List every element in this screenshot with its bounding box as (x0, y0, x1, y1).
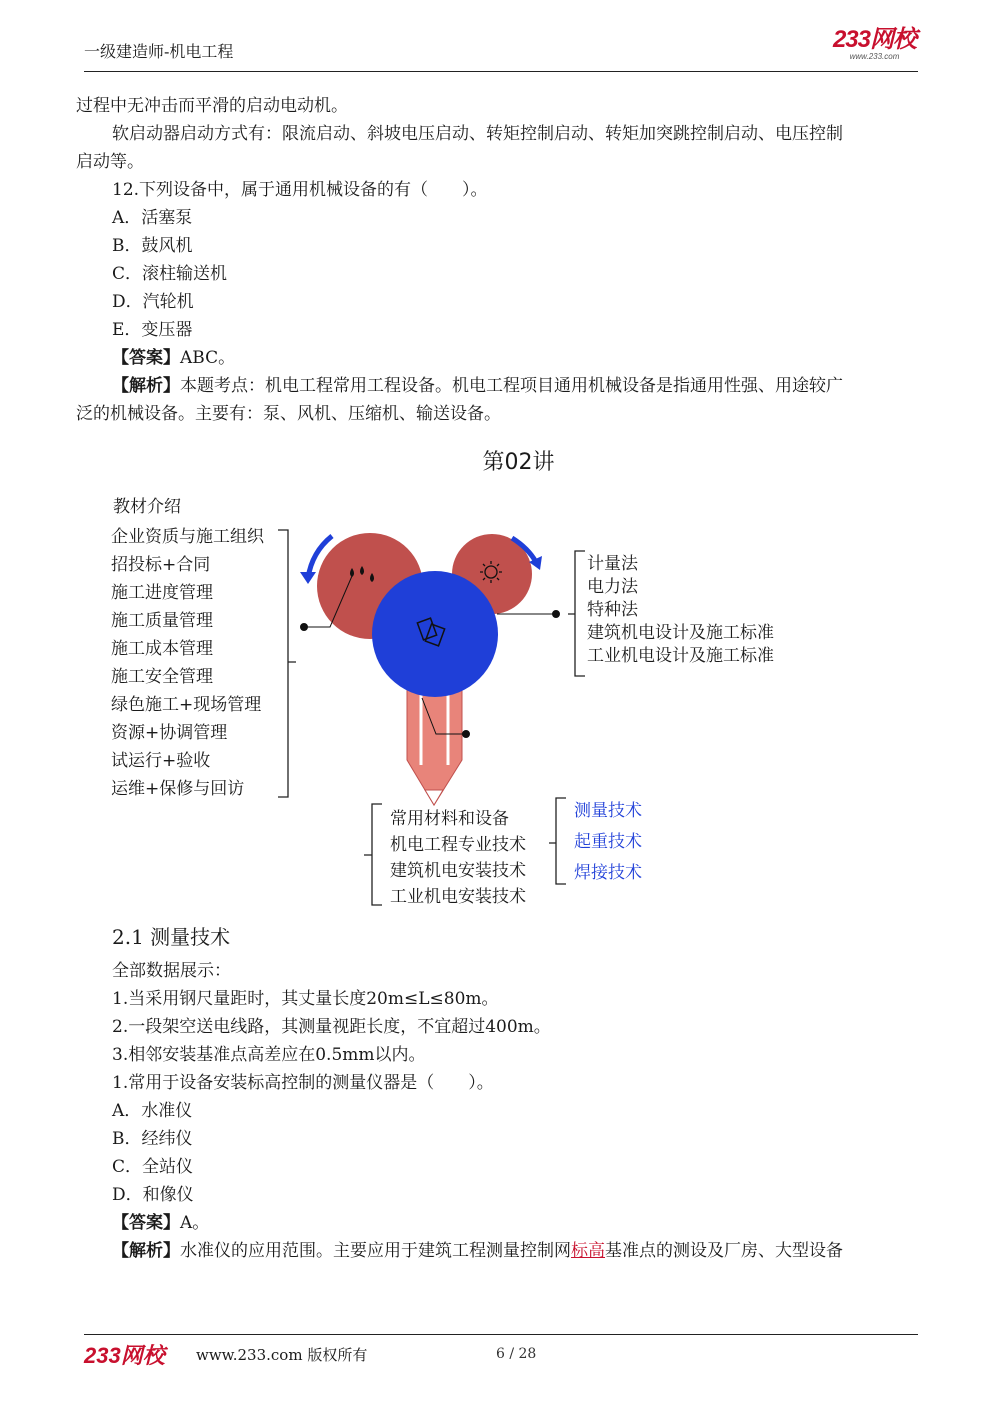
right-list-item: 建筑机电设计及施工标准 (587, 623, 774, 643)
bottom-list-item: 常用材料和设备 (390, 809, 509, 829)
right-list-item: 特种法 (587, 600, 638, 620)
question-stem: 1.常用于设备安装标高控制的测量仪器是（ ）。 (112, 1073, 494, 1093)
paragraph: 软启动器启动方式有：限流启动、斜坡电压启动、转矩控制启动、转矩加突跳控制启动、电压控制 (112, 124, 843, 144)
brand-logo-url: www.233.com (849, 52, 900, 61)
section-intro: 全部数据展示： (112, 961, 231, 981)
question-stem: 12.下列设备中，属于通用机械设备的有（ ）。 (112, 180, 488, 200)
analysis-line (112, 1237, 843, 1265)
answer-label: 【答案】 (112, 348, 180, 368)
question-option: B．鼓风机 (112, 236, 193, 256)
question-option: A．活塞泵 (112, 208, 193, 228)
answer-line (112, 1209, 209, 1237)
analysis-label: 【解析】 (112, 376, 180, 396)
left-list-item: 资源+协调管理 (111, 723, 228, 743)
analysis-text: 基准点的测设及厂房、大型设备 (605, 1241, 843, 1261)
left-list-item: 施工质量管理 (111, 611, 213, 631)
footer-copyright: www.233.com 版权所有 (196, 1346, 368, 1364)
question-option: E．变压器 (112, 320, 193, 340)
analysis-label: 【解析】 (112, 1241, 180, 1261)
header-title: 一级建造师-机电工程 (84, 42, 234, 61)
question-option: D．汽轮机 (112, 292, 194, 312)
blue-circle (372, 571, 498, 697)
analysis-text: 本题考点：机电工程常用工程设备。机电工程项目通用机械设备是指通用性强、用途较广 (180, 376, 843, 396)
page-number: 6 / 28 (496, 1346, 537, 1362)
right-list-item: 计量法 (587, 554, 638, 574)
left-list-item: 施工安全管理 (111, 667, 213, 687)
analysis-text: 水准仪的应用范围。主要应用于建筑工程测量控制网 (180, 1241, 571, 1261)
paragraph: 启动等。 (76, 152, 144, 172)
question-option: D．和像仪 (112, 1185, 194, 1205)
tech-list-item: 焊接技术 (574, 863, 642, 883)
answer-value: ABC。 (180, 348, 236, 368)
tech-list-item: 起重技术 (574, 832, 642, 852)
section-title: 2.1 测量技术 (112, 925, 231, 949)
paragraph: 过程中无冲击而平滑的启动电动机。 (76, 96, 348, 116)
question-option: C．全站仪 (112, 1157, 194, 1177)
fact-line: 2.一段架空送电线路，其测量视距长度，不宜超过400m。 (112, 1017, 551, 1037)
tech-bracket (549, 798, 566, 884)
left-list-item: 招投标+合同 (111, 555, 211, 575)
question-option: A．水准仪 (112, 1101, 193, 1121)
left-list-item: 绿色施工+现场管理 (111, 695, 262, 715)
question-option: C．滚柱输送机 (112, 264, 228, 284)
fact-line: 3.相邻安装基准点高差应在0.5mm以内。 (112, 1045, 426, 1065)
right-list-item: 工业机电设计及施工标准 (587, 646, 774, 666)
bottom-list-item: 工业机电安装技术 (390, 887, 526, 907)
left-list-item: 运维+保修与回访 (111, 779, 245, 799)
tech-list-item: 测量技术 (574, 801, 642, 821)
left-list-item: 试运行+验收 (111, 751, 211, 771)
footer-logo[interactable]: 233网校 (84, 1343, 165, 1368)
analysis-text: 泛的机械设备。主要有：泵、风机、压缩机、输送设备。 (76, 404, 501, 424)
answer-value: A。 (180, 1213, 210, 1233)
question-option: B．经纬仪 (112, 1129, 193, 1149)
lecture-title: 第02讲 (482, 450, 555, 475)
left-list-item: 施工成本管理 (111, 639, 213, 659)
left-bracket (278, 530, 296, 797)
pencil-shape (407, 690, 462, 805)
highlight-link[interactable]: 标高 (571, 1241, 605, 1261)
bottom-list-item: 建筑机电安装技术 (390, 861, 526, 881)
fact-line: 1.当采用钢尺量距时，其丈量长度20m≤L≤80m。 (112, 989, 499, 1009)
bottom-list-item: 机电工程专业技术 (390, 835, 526, 855)
left-list-item: 企业资质与施工组织 (111, 527, 264, 547)
right-bracket (568, 551, 585, 676)
diagram-heading: 教材介绍 (113, 497, 181, 517)
bottom-bracket (364, 804, 382, 905)
brand-logo-text: 233网校 (832, 26, 916, 53)
left-list-item: 施工进度管理 (111, 583, 213, 603)
answer-label: 【答案】 (112, 1213, 180, 1233)
footer-divider (84, 1334, 918, 1335)
right-list-item: 电力法 (587, 577, 638, 597)
